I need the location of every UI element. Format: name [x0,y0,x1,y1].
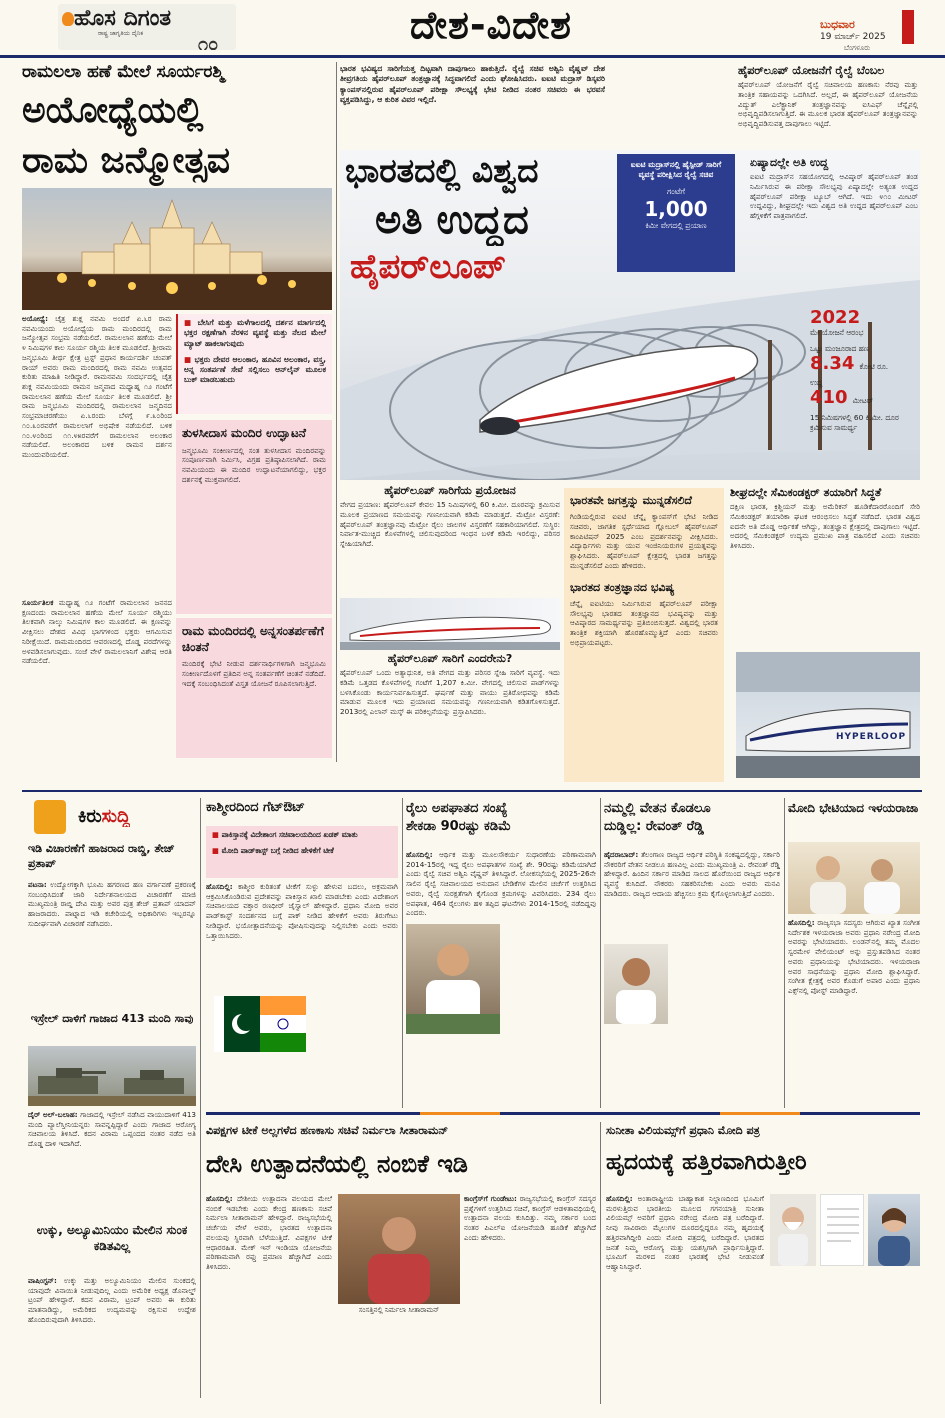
pod-illustration [340,598,560,650]
hyperloop-pod-illustration [736,652,920,778]
kashmir-headline: ಕಾಶ್ಮೀರದಿಂದ ಗೆಟ್‌ಔಟ್ [206,800,305,815]
ram-box1 [178,314,332,353]
chip-title: ಶೀಘ್ರದಲ್ಲೇ ಸೆಮಿಕಂಡಕ್ಟರ್ ತಯಾರಿಗೆ ಸಿದ್ಧತೆ [730,486,882,499]
ilaiyaraaja-headline: ಮೋದಿ ಭೇಟಿಯಾದ ಇಳಯರಾಜಾ [788,801,919,815]
nirmala-body-text: ದೇಶೀಯ ಉತ್ಪಾದನಾ ವಲಯದ ಮೇಲೆ ನಂಬಿಕೆ ಇಡಬೇಕು ಎಂದು ಕೇಂದ್ರ ಹಣಕಾಸು ಸಚಿವೆ ನಿರ್ಮಲಾ ಸೀತಾರಾಮನ್ ಹೇಳಿದ್ದಾರೆ. ರಾಜ್ಯಸಭೆಯಲ್ಲಿ ಚರ್ಚೆಯ ವೇಳೆ ಅವರು, ಭಾರತದ ಉತ್ಪಾದನಾ ವಲಯವು ಸ್ಥಿರವಾಗಿ ಬೆಳೆಯುತ್ತಿದೆ. ವಿಪಕ್ಷಗಳ ಟೀಕೆ ಆಧಾರರಹಿತ. ಮೇಕ್ ಇನ್ ಇಂಡಿಯಾ ಯೋಜನೆಯ ಪರಿಣಾಮವಾಗಿ ರಫ್ತು ಪ್ರಮಾಣ ಹೆಚ್ಚಾಗಿದೆ ಎಂದು ತಿಳಿಸಿದರು. [206,1194,332,1272]
ram-box2-text: ಭಕ್ತರು ದೇವರ ಆಲಂಕಾರ, ಹೂವಿನ ಅಲಂಕಾರ, ವಸ್ತ್ರ, ಅನ್ನ ಸಂತರ್ಪಣೆ ಸೇವೆ ಸಲ್ಲಿಸಲು ಆನ್‌ಲೈನ್ ಮೂಲಕ ಬುಕ್ ಮಾಡಬಹುದು [184,354,326,385]
ram-kicker-wrap [22,62,332,88]
annasantarpane-title: ರಾಮ ಮಂದಿರದಲ್ಲಿ ಅನ್ನಸಂತರ್ಪಣೆಗೆ ಚಿಂತನೆ [182,624,324,654]
cost-label: ಒಟ್ಟು ಮಂಜೂರಾದ ಹಣ [810,343,870,353]
ilaiyaraaja-dateline: ಹೊಸದಿಲ್ಲಿ: [788,918,815,927]
sunita-kicker-wrap [606,1124,920,1150]
kashmir-headline-wrap [206,800,398,824]
hyperloop-headline-1-wrap [345,150,615,196]
asia-longest-body: ಐಐಟಿ ಮದ್ರಾಸ್‌ನ ಸಹಯೋಗದಲ್ಲಿ ಆವಿಷ್ಕಾರ್ ಹೈಪರ್‌ಲೂಪ್ ತಂಡ ನಿರ್ಮಿಸಿರುವ ಈ ಪರೀಕ್ಷಾ ಸೌಲಭ್ಯವು ಏಷ್ಯಾದಲ್ಲೇ ಅತ್ಯಂತ ಉದ್ದದ ಹೈಪರ್‌ಲೂಪ್ ಪರೀಕ್ಷಾ ಟ್ಯೂಬ್ ಆಗಿದೆ. ಇದು ೪೧೦ ಮೀಟರ್ ಉದ್ದವಿದ್ದು, ಶೀಘ್ರದಲ್ಲೇ ಇದು ವಿಶ್ವದ ಅತಿ ಉದ್ದದ ಹೈಪರ್‌ಲೂಪ್ ಎಂಬ ಹೆಗ್ಗಳಿಕೆಗೆ ಪಾತ್ರವಾಗಲಿದೆ. [750,172,918,221]
ribbon-decoration [902,10,914,44]
rail-body-text: ಆರ್ಥಿಕ ಮತ್ತು ಮೂಲಸೌಕರ್ಯ ಸುಧಾರಣೆಯ ಪರಿಣಾಮವಾಗಿ 2014-15ರಲ್ಲಿ ಇದ್ದ ರೈಲು ಅಪಘಾತಗಳ ಸಂಖ್ಯೆ ಶೇ. 90ರಷ್ಟು ಕಡಿಮೆಯಾಗಿದೆ ಎಂದು ರೈಲ್ವೆ ಸಚಿವ ಅಶ್ವಿನಿ ವೈಷ್ಣವ್ ತಿಳಿಸಿದ್ದಾರೆ. ಲೋಕಸಭೆಯಲ್ಲಿ 2025-26ನೇ ಸಾಲಿನ ರೈಲ್ವೆ ಸಚಿವಾಲಯದ ಅನುದಾನ ಬೇಡಿಕೆಗಳ ಮೇಲಿನ ಚರ್ಚೆಗೆ ಉತ್ತರಿಸಿದ ಅವರು, ರೈಲ್ವೆ ಸುರಕ್ಷತೆಗಾಗಿ ಕೈಗೊಂಡ ಕ್ರಮಗಳನ್ನು ವಿವರಿಸಿದರು. 234 ರೈಲು ಅಪಘಾತ, 464 ರೈಲುಗಳು ಹಳಿ ತಪ್ಪಿದ ಘಟನೆಗಳು 2014-15ರಲ್ಲಿ ನಡೆದಿದ್ದವು ಎಂದರು. [406,850,596,918]
minister-photo [406,924,500,1034]
speed-stat-label: ಐಐಟಿ ಮದ್ರಾಸ್‌ನಲ್ಲಿ ಹೈಸ್ಪೀಡ್ ಸಾರಿಗೆ ವ್ಯವಸ್ಥೆ ಪರೀಕ್ಷಿಸಿದ ರೈಲ್ವೆ ಸಚಿವ [630,160,722,180]
hyperloop-headline-3: ಹೈಪರ್‌ಲೂಪ್ [350,247,506,287]
chip-section [730,486,920,646]
kashmir-bullet-2 [206,844,398,858]
person-illustration [338,1194,460,1304]
bullet-square-icon: ■ [212,845,222,855]
kashmir-body-text: ಕಾಶ್ಮೀರ ಕುರಿತಂತೆ ಟೀಕೆಗೆ ಸುಳ್ಳು ಹೇಳುವ ಬದಲು, ಅಕ್ರಮವಾಗಿ ಆಕ್ರಮಿಸಿಕೊಂಡಿರುವ ಪ್ರದೇಶವನ್ನು ಪಾಕಿಸ್ತಾನ ಖಾಲಿ ಮಾಡಬೇಕು ಎಂದು ವಿದೇಶಾಂಗ ಸಚಿವಾಲಯದ ವಕ್ತಾರ ರಣಧೀರ್ ಜೈಸ್ವಾಲ್ ಹೇಳಿದ್ದಾರೆ. ಪ್ರಧಾನಿ ಮೋದಿ ಅವರ ಪಾಡ್‌ಕಾಸ್ಟ್ ಸಂದರ್ಶನದ ಬಗ್ಗೆ ಪಾಕ್ ನೀಡಿದ ಹೇಳಿಕೆಗೆ ಅವರು ತಿರುಗೇಟು ನೀಡಿದ್ದಾರೆ. ಭಯೋತ್ಪಾದನೆಯನ್ನು ಪೋಷಿಸುವುದನ್ನು ನಿಲ್ಲಿಸಬೇಕು ಎಂದು ಅವರು ಒತ್ತಾಯಿಸಿದರು. [206,882,398,940]
column-rule [784,798,785,1108]
length-value: 410 [810,386,848,408]
what-title: ಹೈಪರ್‌ಲೂಪ್ ಸಾರಿಗೆ ಎಂದರೇನು? [387,652,513,665]
nirmala-dateline: ಹೊಸದಿಲ್ಲಿ: [206,1194,233,1203]
cost-value: 8.34 [810,352,855,374]
person-illustration [868,1194,920,1266]
accent-divider [420,1112,500,1115]
hyperloop-headline-1: ಭಾರತದಲ್ಲಿ ವಿಶ್ವದ [345,151,539,190]
speed-stat-unit: ಕಿಮೀ ವೇಗದಲ್ಲಿ ಪ್ರಯಾಣ [645,220,707,230]
kiru-b3-text: ಉಕ್ಕು ಮತ್ತು ಅಲ್ಯೂಮಿನಿಯಂ ಮೇಲಿನ ಸುಂಕದಲ್ಲಿ ಯಾವುದೇ ವಿನಾಯಿತಿ ನೀಡುವುದಿಲ್ಲ ಎಂದು ಅಮೆರಿಕ ಅಧ್ಯಕ್ಷ ಡೊನಾಲ್ಡ್ ಟ್ರಂಪ್ ಹೇಳಿದ್ದಾರೆ. ಕದನ ವಿರಾಮ, ಟ್ರಂಪ್ ಅವರು ಈ ಕುರಿತು ಮಾತನಾಡಿದ್ದು, ಅಮೆರಿಕದ ಉದ್ಯಮವನ್ನು ರಕ್ಷಿಸುವ ಉದ್ದೇಶ ಹೊಂದಿರುವುದಾಗಿ ತಿಳಿಸಿದರು. [28,1276,196,1324]
column-rule [600,798,601,1108]
asia-longest [750,156,918,296]
section-divider [22,790,922,792]
hyperloop-headline-2-wrap [375,196,605,246]
start-label: ಮೇ ಯೋಜನೆ ಆರಂಭ [810,327,864,337]
future-body: ಚೆನ್ನೈ ಐಐಟಿಯು ನಿರ್ಮಿಸಿರುವ ಹೈಪರ್‌ಲೂಪ್ ಪರೀಕ್ಷಾ ಸೌಲಭ್ಯವು ಭಾರತದ ತಂತ್ರಜ್ಞಾನದ ಭವಿಷ್ಯವನ್ನು ಮತ್ತು ಆವಿಷ್ಕಾರದ ಸಾಮರ್ಥ್ಯವನ್ನು ಪ್ರತಿಬಿಂಬಿಸುತ್ತದೆ. ವಿಶ್ವದಲ್ಲಿ ಭಾರತ ತಾಂತ್ರಿಕ ಶಕ್ತಿಯಾಗಿ ಹೊರಹೊಮ್ಮುತ್ತಿದೆ ಎಂದು ಸಚಿವರು ಅಭಿಪ್ರಾಯಪಟ್ಟರು. [570,598,718,647]
bullet-square-icon: ■ [212,830,222,839]
revanth-body-text: ತೆಲಂಗಾಣ ರಾಜ್ಯದ ಆರ್ಥಿಕ ಪರಿಸ್ಥಿತಿ ಸಂಕಷ್ಟದಲ್ಲಿದ್ದು, ಸರ್ಕಾರಿ ನೌಕರರಿಗೆ ವೇತನ ನೀಡಲೂ ಹಣವಿಲ್ಲ ಎಂದು ಮುಖ್ಯಮಂತ್ರಿ ಎ. ರೇವಂತ್ ರೆಡ್ಡಿ ಹೇಳಿದ್ದಾರೆ. ಹಿಂದಿನ ಸರ್ಕಾರ ಮಾಡಿದ ಸಾಲದ ಹೊರೆಯಿಂದ ರಾಜ್ಯದ ಆರ್ಥಿಕ ವ್ಯವಸ್ಥೆ ಕುಸಿದಿದೆ. ನೌಕರರು ಸಹಕರಿಸಬೇಕು ಎಂದು ಅವರು ಮನವಿ ಮಾಡಿದರು. ರಾಜ್ಯದ ಆದಾಯ ಹೆಚ್ಚಿಸಲು ಕ್ರಮ ಕೈಗೊಳ್ಳಲಾಗುತ್ತಿದೆ ಎಂದರು. [604,850,780,898]
sunita-body [606,1194,764,1404]
flame-icon [62,12,74,26]
project-stats [810,308,920,478]
kashmir-dateline: ಹೊಸದಿಲ್ಲಿ: [206,882,233,891]
ram-headline-2: ರಾಮ ಜನ್ಮೋತ್ಸವ [22,140,231,181]
length-label: ಉದ್ದ [810,377,823,387]
sunita-body-cont [770,1270,920,1404]
rail-body-top [406,850,596,922]
pod-brand-label: HYPERLOOP [836,732,907,742]
nirmala-kicker: ವಿಪಕ್ಷಗಳ ಟೀಕೆ ಅಲ್ಲಗಳೆದ ಹಣಕಾಸು ಸಚಿವೆ ನಿರ್ಮಲಾ ಸೀತಾರಾಮನ್ [206,1124,449,1137]
annasantarpane-body: ಮಂದಿರಕ್ಕೆ ಭೇಟಿ ನೀಡುವ ದರ್ಶನಾರ್ಥಿಗಳಿಗಾಗಿ ಜನ್ಮಭೂಮಿ ಸಂಕೀರ್ಣದೊಳಗೆ ಪ್ರತಿದಿನ ಅನ್ನ ಸಂತರ್ಪಣೆಗೆ ಚಿಂತನೆ ನಡೆದಿದೆ. ಇದಕ್ಕೆ ಸಂಬಂಧಿಸಿದಂತೆ ವಿಸ್ತೃತ ಯೋಜನೆ ರೂಪಿಸಲಾಗುತ್ತಿದೆ. [182,659,326,688]
nirmala-congress-dateline: ಕಾಂಗ್ರೆಸ್‌ಗೆ ಗುಂಡೇಟು: [464,1194,517,1203]
tulasidas-box [176,420,332,614]
nirmala-congress-body: ರಾಜ್ಯಸಭೆಯಲ್ಲಿ ಕಾಂಗ್ರೆಸ್ ಸದಸ್ಯರ ಪ್ರಶ್ನೆಗಳಿಗೆ ಉತ್ತರಿಸಿದ ಸಚಿವೆ, ಕಾಂಗ್ರೆಸ್ ಆಡಳಿತಾವಧಿಯಲ್ಲಿ ಉತ್ಪಾದನಾ ವಲಯ ಕುಸಿದಿತ್ತು. ನಮ್ಮ ಸರ್ಕಾರ ಬಂದ ನಂತರ ಪಿಎಲ್‌ಐ ಯೋಜನೆಯಡಿ ಹೂಡಿಕೆ ಹೆಚ್ಚಾಗಿದೆ ಎಂದು ಹೇಳಿದರು. [464,1194,596,1242]
modi-ilaiyaraaja-photo [788,842,920,914]
speed-stat-small: ಗಂಟೆಗೆ [666,186,686,196]
ram-sub1 [22,598,172,758]
ram-headline-2-wrap [22,138,332,186]
kiru-h2: ಇಸ್ರೇಲ್ ದಾಳಿಗೆ ಗಾಜಾದ 413 ಮಂದಿ ಸಾವು [30,1012,194,1025]
kashmir-bullet-1 [206,826,398,844]
accent-divider [720,1112,800,1115]
letter-illustration [821,1195,864,1266]
kashmir-bullet-2-text: ಮೋದಿ ಪಾಡ್‌ಕಾಸ್ಟ್ ಬಗ್ಗೆ ನೀಡಿದ ಹೇಳಿಕೆಗೆ ಟೀಕೆ [221,845,334,855]
nirmala-photo-caption: ಸಂಸತ್ತಿನಲ್ಲಿ ನಿರ್ಮಲಾ ಸೀತಾರಾಮನ್ [358,1306,440,1314]
ram-sub1-body: ಮಧ್ಯಾಹ್ನ ೧೨ ಗಂಟೆಗೆ ರಾಮಲಲಾನ ಜನನದ ಕ್ಷಣದಂದು ರಾಮಲಲಾನ ಹಣೆಯ ಮೇಲೆ ಸೂರ್ಯ ರಶ್ಮಿಯು ತಿಲಕವಾಗಿ ನಾಲ್ಕು ನಿಮಿಷಗಳ ಕಾಲ ಮೂಡಲಿದೆ. ಈ ಕ್ಷಣವನ್ನು ವೀಕ್ಷಿಸಲು ದೇಶದ ವಿವಿಧ ಭಾಗಗಳಿಂದ ಭಕ್ತರು ಆಗಮಿಸುವ ನಿರೀಕ್ಷೆಯಿದೆ. ರಾಮಮಂದಿರದ ಆವರಣದಲ್ಲಿ ದೊಡ್ಡ ಪರದೆಗಳನ್ನು ಅಳವಡಿಸಲಾಗುವುದು. ಸಂಜೆ ವೇಳೆ ರಾಮಲಲಾನಿಗೆ ವಿಶೇಷ ಆರತಿ ನಡೆಯಲಿದೆ. [22,598,172,666]
revanth-headline-2: ದುಡ್ಡಿಲ್ಲ: ರೇವಂತ್ ರೆಡ್ಡಿ [604,818,704,834]
section-divider [206,1112,920,1115]
dateline-box [800,12,900,52]
ram-headline-1-wrap [22,88,332,138]
india-lead-title: ಭಾರತವೇ ಜಗತ್ತನ್ನು ಮುನ್ನಡೆಸಲಿದೆ [570,494,692,507]
railway-support [738,64,918,154]
benefit-body: ವೇಗದ ಪ್ರಯಾಣ: ಹೈಪರ್‌ಲೂಪ್ ಕೇವಲ 15 ನಿಮಿಷಗಳಲ್ಲಿ 60 ಕಿ.ಮೀ. ದೂರವನ್ನು ಕ್ರಮಿಸುವ ಮೂಲಕ ಪ್ರಯಾಣದ ಸಮಯವನ್ನು ಗಣನೀಯವಾಗಿ ಕಡಿಮೆ ಮಾಡುತ್ತದೆ. ಮೆಟ್ರೋ ವಿಸ್ತರಣೆ: ಹೈಪರ್‌ಲೂಪ್ ತಂತ್ರಜ್ಞಾನವು ಮೆಟ್ರೋ ರೈಲು ಜಾಲಗಳ ವಿಸ್ತರಣೆಗೆ ಸಹಕಾರಿಯಾಗಲಿದೆ. ಸುಸ್ಥಿರ: ನಿರ್ವಾತ-ಮುಚ್ಚಿದ ಕೊಳವೆಗಳಲ್ಲಿ ಚಲಿಸುವುದರಿಂದ ಇಂಧನ ಬಳಕೆ ಕಡಿಮೆ ಇರಲಿದ್ದು, ಪರಿಸರ ಸ್ನೇಹಿಯಾಗಿದೆ. [340,500,560,549]
kashmir-body [206,882,398,994]
kiru-h3: ಉಕ್ಕು, ಅಲ್ಯೂಮಿನಿಯಂ ಮೇಲಿನ ಸುಂಕ ಕಡಿತವಿಲ್ಲ [36,1223,188,1254]
tulasidas-body: ಜನ್ಮಭೂಮಿ ಸಂಕೀರ್ಣದಲ್ಲಿ ಸಂತ ತುಳಸೀದಾಸ ಮಂದಿರವನ್ನು ಸಂಪೂರ್ಣವಾಗಿ ನಿರ್ಮಿಸಿ, ವಿಗ್ರಹ ಪ್ರತಿಷ್ಠಾಪಿಸಲಾಗಿದೆ. ರಾಮ ನವಮಿಯಂದು ಈ ಮಂದಿರ ಉದ್ಘಾಟನೆಯಾಗಲಿದ್ದು, ಭಕ್ತರ ದರ್ಶನಕ್ಕೆ ಮುಕ್ತವಾಗಲಿದೆ. [182,445,326,484]
logo [58,4,236,50]
what-body: ಹೈಪರ್‌ಲೂಪ್ ಒಂದು ಅತ್ಯಾಧುನಿಕ, ಅತಿ ವೇಗದ ಮತ್ತು ಪರಿಸರ ಸ್ನೇಹಿ ಸಾರಿಗೆ ವ್ಯವಸ್ಥೆ. ಇದು ಕಡಿಮೆ ಒತ್ತಡದ ಕೊಳವೆಗಳಲ್ಲಿ ಗಂಟೆಗೆ 1,207 ಕಿ.ಮೀ. ವೇಗದಲ್ಲಿ ಚಲಿಸುವ ಪಾಡ್‌ಗಳನ್ನು ಬಳಸಿಕೊಂಡು ಕಾರ್ಯನಿರ್ವಹಿಸುತ್ತದೆ. ಘರ್ಷಣೆ ಮತ್ತು ವಾಯು ಪ್ರತಿರೋಧವನ್ನು ಕಡಿಮೆ ಮಾಡುವ ಮೂಲಕ ಇದು ಪ್ರಯಾಣದ ಸಮಯವನ್ನು ಗಣನೀಯವಾಗಿ ಕಡಿತಗೊಳಿಸುತ್ತದೆ. 2013ರಲ್ಲಿ ಎಲಾನ್ ಮಸ್ಕ್ ಈ ಪರಿಕಲ್ಪನೆಯನ್ನು ಪ್ರಸ್ತಾಪಿಸಿದರು. [340,668,560,717]
section-title: ದೇಶ-ವಿದೇಶ [410,3,572,47]
logo-title: ಹೊಸ ದಿಗಂತ [74,6,172,31]
column-rule [336,62,337,762]
cost-unit: ಕೋಟಿ ರೂ. [859,361,889,371]
letter-photo [820,1194,864,1266]
length-unit: ಮೀಟರ್ [852,395,873,405]
nirmala-congress [464,1194,596,1404]
tulasidas-title: ತುಳಸೀದಾಸ ಮಂದಿರ ಉದ್ಘಾಟನೆ [182,426,306,440]
kiru-h1-wrap [28,842,196,878]
ilaiyaraaja-body-text: ರಾಜ್ಯಸಭಾ ಸದಸ್ಯರು ಆಗಿರುವ ಖ್ಯಾತ ಸಂಗೀತ ನಿರ್ದೇಶಕ ಇಳಯರಾಜಾ ಅವರು ಪ್ರಧಾನಿ ನರೇಂದ್ರ ಮೋದಿ ಅವರನ್ನು ಭೇಟಿಯಾದರು. ಲಂಡನ್‌ನಲ್ಲಿ ತಮ್ಮ ಮೊದಲ ಸ್ವರಮೇಳ ವೇಲಿಯಂಟ್ ಅನ್ನು ಪ್ರಸ್ತುತಪಡಿಸಿದ ನಂತರ ಅವರು ಪ್ರಧಾನಿಯನ್ನು ಭೇಟಿಯಾದರು. ಇಳಯರಾಜಾ ಅವರ ಸಾಧನೆಯನ್ನು ಪ್ರಧಾನಿ ಮೋದಿ ಶ್ಲಾಘಿಸಿದ್ದಾರೆ. ಸಂಗೀತ ಕ್ಷೇತ್ರಕ್ಕೆ ಅವರ ಕೊಡುಗೆ ಅಪಾರ ಎಂದು ಪ್ರಧಾನಿ ಎಕ್ಸ್‌ನಲ್ಲಿ ಪೋಸ್ಟ್ ಮಾಡಿದ್ದಾರೆ. [788,918,920,996]
tank-illustration [28,1046,196,1106]
pakistan-india-flags [214,996,306,1052]
rail-headline-2: ಶೇಕಡಾ 90ರಷ್ಟು ಕಡಿಮೆ [406,818,511,834]
kiru-b1 [28,880,196,988]
kashmir-bullets [206,826,398,878]
sunita-kicker: ಸುನೀತಾ ವಿಲಿಯಮ್ಸ್‌ಗೆ ಪ್ರಧಾನಿ ಮೋದಿ ಪತ್ರ [606,1124,760,1137]
suddi-word: ಸುದ್ದಿ [101,806,131,827]
ram-box1-text: ಬೇಸಿಗೆ ಮತ್ತು ಮಳೆಗಾಲದಲ್ಲಿ ದರ್ಶನ ಮಾರ್ಗದಲ್ಲಿ ಭಕ್ತರ ರಕ್ಷಣೆಗಾಗಿ ನೆರಳಿನ ವ್ಯವಸ್ಥೆ ಮತ್ತು ನೆಲದ ಮೇಲೆ ಮ್ಯಾಟ್ ಹಾಕಲಾಗುವುದು [184,318,326,348]
registration-marks [92,1408,132,1416]
bullet-square-icon: ■ [184,354,195,364]
india-lead-body: ಗಿಂಡಿಯಲ್ಲಿರುವ ಐಐಟಿ ಚೆನ್ನೈ ಕ್ಯಾಂಪಸ್‌ಗೆ ಭೇಟಿ ನೀಡಿದ ಸಚಿವರು, ಜಾಗತಿಕ ಸ್ಪರ್ಧೆಯಾದ ಗ್ಲೋಬಲ್ ಹೈಪರ್‌ಲೂಪ್ ಕಾಂಪಿಟಿಷನ್ 2025 ಎಂಬ ಪ್ರದರ್ಶನವನ್ನು ವೀಕ್ಷಿಸಿದರು. ವಿದ್ಯಾರ್ಥಿಗಳು ಮತ್ತು ಯುವ ಇಂಜಿನಿಯರುಗಳ ಪ್ರಯತ್ನವನ್ನು ಶ್ಲಾಘಿಸಿದರು. ಹೈಪರ್‌ಲೂಪ್ ಕ್ಷೇತ್ರದಲ್ಲಿ ಭಾರತ ಜಗತ್ತನ್ನು ಮುನ್ನಡೆಸಲಿದೆ ಎಂದು ಹೇಳಿದರು. [570,512,718,570]
revanth-headline-1: ನಮ್ಮಲ್ಲಿ ವೇತನ ಕೊಡಲೂ [604,801,711,816]
hyperloop-intro: ಭಾರತ ಭವಿಷ್ಯದ ಸಾರಿಗೆಯತ್ತ ದಿಟ್ಟವಾಗಿ ದಾಪುಗಾಲು ಹಾಕುತ್ತಿದೆ. ರೈಲ್ವೆ ಸಚಿವ ಅಶ್ವಿನಿ ವೈಷ್ಣವ್ ದೇಶ ತೀವ್ರಗತಿಯ ಹೈಪರ್‌ಲೂಪ್ ತಂತ್ರಜ್ಞಾನಕ್ಕೆ ಸಿದ್ಧವಾಗಲಿದೆ ಎಂದು ಘೋಷಿಸಿದರು. ಐಐಟಿ ಮದ್ರಾಸ್ ಡಿಸ್ಕವರಿ ಕ್ಯಾಂಪಸ್‌ನಲ್ಲಿರುವ ಹೈಪರ್‌ಲೂಪ್ ಪರೀಕ್ಷಾ ಸೌಲಭ್ಯಕ್ಕೆ ಭೇಟಿ ನೀಡಿದ ನಂತರ ಸಚಿವರು ಈ ಭರವಸೆ ವ್ಯಕ್ತಪಡಿಸಿದ್ದು, ಆ ಕುರಿತ ವಿವರ ಇಲ್ಲಿದೆ. [340,64,605,104]
kiru-b3 [28,1276,196,1402]
nirmala-body [206,1194,332,1404]
benefit-section [340,484,560,596]
kiru-b2-text: ಗಾಜಾದಲ್ಲಿ ಇಸ್ರೇಲ್ ನಡೆಸಿದ ವಾಯುದಾಳಿಗೆ 413 ಮಂದಿ ಪ್ಯಾಲೆಸ್ತೀನಿಯನ್ನರು ಸಾವನ್ನಪ್ಪಿದ್ದಾರೆ ಎಂದು ಗಾಜಾದ ಆರೋಗ್ಯ ಸಚಿವಾಲಯ ತಿಳಿಸಿದೆ. ಕದನ ವಿರಾಮ ಒಪ್ಪಂದದ ನಂತರ ನಡೆದ ಅತಿ ದೊಡ್ಡ ದಾಳಿ ಇದಾಗಿದೆ. [28,1110,196,1149]
column-rule [402,798,403,1108]
sunita-headline-wrap [606,1150,920,1190]
logo-tagline: ರಾಷ್ಟ್ರ ಜಾಗೃತಿಯ ದೈನಿಕ [98,30,144,37]
date: 19 ಮಾರ್ಚ್ 2025 [820,32,886,42]
india-lead-box [564,488,724,782]
nirmala-kicker-wrap [206,1124,596,1150]
temple-photo [22,188,332,310]
revanth-photo [604,944,668,1024]
column-rule [600,1122,601,1404]
kiru-h2-wrap [28,1012,196,1042]
kiru-h3-wrap [28,1222,196,1272]
rail-dateline: ಹೊಸದಿಲ್ಲಿ: [406,850,433,859]
railway-support-body: ಹೈಪರ್‌ಲೂಪ್ ಯೋಜನೆಗೆ ರೈಲ್ವೆ ಸಚಿವಾಲಯ ಹಣಕಾಸು ನೆರವು ಮತ್ತು ತಾಂತ್ರಿಕ ಸಹಾಯವನ್ನು ಒದಗಿಸಿದೆ. ಅಲ್ಲದೆ, ಈ ಹೈಪರ್‌ಲೂಪ್ ಯೋಜನೆಯ ವಿದ್ಯುತ್ ಎಲೆಕ್ಟ್ರಾನಿಕ್ ತಂತ್ರಜ್ಞಾನವನ್ನು ಐಸಿಎಫ್ ಚೆನ್ನೈನಲ್ಲಿ ಅಭಿವೃದ್ಧಿಪಡಿಸಲಾಗುತ್ತಿದೆ. ಈ ಮೂಲಕ ಭಾರತ ಹೈಪರ್‌ಲೂಪ್ ತಂತ್ರಜ್ಞಾನವನ್ನು ಅಭಿವೃದ್ಧಿಪಡಿಸುವತ್ತ ದಾಪುಗಾಲು ಇಟ್ಟಿದೆ. [738,80,918,129]
benefit-title: ಹೈಪರ್‌ಲೂಪ್ ಸಾರಿಗೆಯ ಪ್ರಯೋಜನ [384,484,516,497]
person-illustration [770,1194,816,1266]
ilaiyaraaja-body [788,918,920,1104]
railway-support-title: ಹೈಪರ್‌ಲೂಪ್ ಯೋಜನೆಗೆ ರೈಲ್ವೆ ಬೆಂಬಲ [738,64,885,77]
kiru-b2 [28,1110,196,1186]
masthead [0,0,945,58]
modi-photo [770,1194,816,1266]
kiru-b2-dateline: ದೈರ್ ಅಲ್-ಬಲಾಹ: [28,1110,78,1119]
ram-kicker: ರಾಮಲಲಾ ಹಣೆ ಮೇಲೆ ಸೂರ್ಯರಶ್ಮಿ [22,62,225,82]
sunita-headline: ಹೃದಯಕ್ಕೆ ಹತ್ತಿರವಾಗಿರುತ್ತೀರಿ [606,1150,807,1175]
city: ಬೆಂಗಳೂರು [844,44,871,52]
column-rule [200,798,201,1398]
person-illustration [604,944,668,1024]
nirmala-photo [338,1194,460,1304]
sunita-photo [868,1194,920,1266]
minutes-note: 15 ನಿಮಿಷಗಳಲ್ಲಿ 60 ಕಿ.ಮೀ. ದೂರ ಕ್ರಮಿಸುವ ಸಾಮರ್ಥ್ಯ [810,413,899,433]
ilaiyaraaja-headline-wrap [788,800,920,840]
kiru-b3-dateline: ವಾಷಿಂಗ್ಟನ್: [28,1276,57,1285]
ram-body [22,314,172,594]
revanth-body [604,850,780,940]
rail-headline-wrap [406,800,596,846]
weekday: ಬುಧವಾರ [820,18,855,31]
pod-photo [340,598,560,650]
ram-box2 [178,353,332,388]
kiru-badge-text [78,806,130,827]
start-year: 2022 [810,308,861,328]
kiru-h1: ಇಡಿ ವಿಚಾರಣೆಗೆ ಹಾಜರಾದ ರಾಬ್ಡಿ, ತೇಜ್ ಪ್ರತಾಪ್ [28,842,175,870]
ram-dateline: ಅಯೋಧ್ಯೆ: [22,314,48,323]
nirmala-headline-wrap [206,1150,596,1190]
kiru-word: ಕಿರು [78,806,102,827]
asia-longest-title: ಏಷ್ಯಾದಲ್ಲೇ ಅತಿ ಉದ್ದ [750,156,829,169]
revanth-headline-wrap [604,800,780,846]
annasantarpane-box [176,618,332,758]
kiru-b1-dateline: ಪಟನಾ: [28,880,47,889]
page-number: ೧೦ [198,34,219,50]
two-people-illustration [788,842,920,914]
hyperloop-pod-photo [736,652,920,778]
speed-stat-value: 1,000 [644,196,708,221]
hyperloop-headline-3-wrap [350,246,610,290]
ram-sub1-title: ಸೂರ್ಯತಿಲಕ [22,598,54,607]
speed-stat-box [617,154,735,272]
ram-body-text: ಚೈತ್ರ ಶುಕ್ಲ ನವಮಿ ಅಂದರೆ ಏ.೬ರ ರಾಮ ನವಮಿಯಂದು ಅಯೋಧ್ಯೆಯ ರಾಮ ಮಂದಿರದಲ್ಲಿ ರಾಮ ಜನ್ಮೋತ್ಸವ ಸಂಭ್ರಮ ನಡೆಯಲಿದೆ. ರಾಮಲಲಾನ ಹಣೆಯ ಮೇಲೆ ೪ ನಿಮಿಷಗಳ ಕಾಲ ಸೂರ್ಯ ರಶ್ಮಿಯ ತಿಲಕ ಮೂಡಲಿದೆ. ಶ್ರೀರಾಮ ಜನ್ಮಭೂಮಿ ತೀರ್ಥ ಕ್ಷೇತ್ರ ಟ್ರಸ್ಟ್ ಪ್ರಧಾನ ಕಾರ್ಯದರ್ಶಿ ಚಂಪತ್ ರಾಯ್ ಅವರು ರಾಮ ಮಂದಿರದಲ್ಲಿ ರಾಮ ನವಮಿ ಉತ್ಸವದ ಕುರಿತು ಮಾಹಿತಿ ನೀಡಿದ್ದಾರೆ. ರಾಮನವಮಿ ಸಂದರ್ಭದಲ್ಲಿ ಚೈತ್ರ ಶುಕ್ಲ ನವಮಿಯಂದು ರಾಮನ ಜನ್ಮವಾದ ಮಧ್ಯಾಹ್ನ ೧೨ ಗಂಟೆಗೆ ರಾಮಲಲಾನ ಹಣೆಯ ಮೇಲೆ ಸೂರ್ಯ ತಿಲಕ ಮೂಡಲಿದೆ. ಶ್ರೀ ರಾಮ ಜನ್ಮಭೂಮಿ ಮಂದಿರದಲ್ಲಿ ರಾಮಲಲಾನ ಜನ್ಮದಿನದ ಸಂಭ್ರಮಾಚರಣೆಯು ಏ.೬ರಂದು ಬೆಳಗ್ಗೆ ೯.೩೦ರಿಂದ ೧೦.೩೦ರವರೆಗೆ ರಾಮಲಲಾಗೆ ಅಭಿಷೇಕ ನಡೆಯಲಿದೆ. ಬಳಿಕ ೧೦.೪೦ರಿಂದ ೧೧.೪೫ರವರೆಗೆ ರಾಮಲಲಾನ ಅಲಂಕಾರ ನಡೆಯಲಿದೆ. ಅಲಂಕಾರದ ಬಳಿಕ ರಾಮನ ದರ್ಶನ ಮುಂದುವರಿಯಲಿದೆ. [22,314,172,460]
nirmala-headline: ದೇಸಿ ಉತ್ಪಾದನೆಯಲ್ಲಿ ನಂಬಿಕೆ ಇಡಿ [206,1150,468,1178]
what-section [340,652,560,782]
kiru-b1-text: ಉದ್ಯೋಗಕ್ಕಾಗಿ ಭೂಮಿ ಹಗರಣದ ಹಣ ವರ್ಗಾವಣೆ ಪ್ರಕರಣಕ್ಕೆ ಸಂಬಂಧಿಸಿದಂತೆ ಜಾರಿ ನಿರ್ದೇಶನಾಲಯದ ವಿಚಾರಣೆಗೆ ಮಾಜಿ ಮುಖ್ಯಮಂತ್ರಿ ರಾಬ್ಡಿ ದೇವಿ ಮತ್ತು ಅವರ ಪುತ್ರ ತೇಜ್ ಪ್ರತಾಪ್ ಯಾದವ್ ಹಾಜರಾದರು. ಪಾಟ್ನಾದ ಇಡಿ ಕಚೇರಿಯಲ್ಲಿ ಅಧಿಕಾರಿಗಳು ಇಬ್ಬರನ್ನೂ ಸುದೀರ್ಘವಾಗಿ ವಿಚಾರಣೆ ನಡೆಸಿದರು. [28,880,196,928]
bullet-square-icon: ■ [184,318,198,327]
ram-info-box [176,314,332,414]
person-illustration [406,924,500,1034]
chip-body: ದಕ್ಷಿಣ ಭಾರತ, ಕ್ರಿಶ್ಚಿಯನ್ ಮತ್ತು ಅಮೆರಿಕನ್ ಹೂಡಿಕೆದಾರರೊಂದಿಗೆ ಸೇರಿ ಸೆಮಿಕಂಡಕ್ಟರ್ ತಯಾರಿಕಾ ಘಟಕ ಆರಂಭಿಸಲು ಸಿದ್ಧತೆ ನಡೆದಿದೆ. ಭಾರತ ವಿಶ್ವದ ಐದನೇ ಅತಿ ದೊಡ್ಡ ಆರ್ಥಿಕತೆ ಆಗಿದ್ದು, ತಂತ್ರಜ್ಞಾನ ಕ್ಷೇತ್ರದಲ್ಲಿ ದಾಪುಗಾಲು ಇಟ್ಟಿದೆ. ಅದರಲ್ಲಿ ಸೆಮಿಕಂಡಕ್ಟರ್ ಉದ್ಯಮ ಪ್ರಮುಖ ಪಾತ್ರ ವಹಿಸಲಿದೆ ಎಂದು ಸಚಿವರು ತಿಳಿಸಿದರು. [730,502,920,551]
revanth-dateline: ಹೈದರಾಬಾದ್: [604,850,639,859]
kiru-badge [28,798,188,838]
ram-headline-1: ಅಯೋಧ್ಯೆಯಲ್ಲಿ [22,90,204,131]
kashmir-bullet-1-text: ಪಾಕಿಸ್ತಾನಕ್ಕೆ ವಿದೇಶಾಂಗ ಸಚಿವಾಲಯದಿಂದ ಖಡಕ್ ಮಾತು [221,830,358,839]
future-title: ಭಾರತದ ತಂತ್ರಜ್ಞಾನದ ಭವಿಷ್ಯ [570,580,675,594]
sunita-body-text: ಅಂತಾರಾಷ್ಟ್ರೀಯ ಬಾಹ್ಯಾಕಾಶ ನಿಲ್ದಾಣದಿಂದ ಭೂಮಿಗೆ ಮರಳುತ್ತಿರುವ ಭಾರತೀಯ ಮೂಲದ ಗಗನಯಾತ್ರಿ ಸುನೀತಾ ವಿಲಿಯಮ್ಸ್ ಅವರಿಗೆ ಪ್ರಧಾನಿ ನರೇಂದ್ರ ಮೋದಿ ಪತ್ರ ಬರೆದಿದ್ದಾರೆ. ನೀವು ಸಾವಿರಾರು ಮೈಲುಗಳ ದೂರದಲ್ಲಿದ್ದರೂ ನಮ್ಮ ಹೃದಯಕ್ಕೆ ಹತ್ತಿರವಾಗಿದ್ದೀರಿ ಎಂದು ಮೋದಿ ಪತ್ರದಲ್ಲಿ ಬರೆದಿದ್ದಾರೆ. ಭಾರತದ ಜನತೆ ನಿಮ್ಮ ಆರೋಗ್ಯ ಮತ್ತು ಯಶಸ್ಸಿಗಾಗಿ ಪ್ರಾರ್ಥಿಸುತ್ತಿದ್ದಾರೆ. ಭೂಮಿಗೆ ಮರಳಿದ ನಂತರ ಭಾರತಕ್ಕೆ ಭೇಟಿ ನೀಡುವಂತೆ ಆಹ್ವಾನಿಸಿದ್ದಾರೆ. [606,1194,764,1272]
hyperloop-headline-2: ಅತಿ ಉದ್ದದ [375,197,529,243]
rail-headline-1: ರೈಲು ಅಪಘಾತದ ಸಂಖ್ಯೆ [406,801,508,816]
sunita-dateline: ಹೊಸದಿಲ್ಲಿ: [606,1194,633,1203]
megaphone-icon [34,800,66,834]
temple-illustration [22,188,332,310]
flags-illustration [214,996,306,1052]
tank-photo [28,1046,196,1106]
